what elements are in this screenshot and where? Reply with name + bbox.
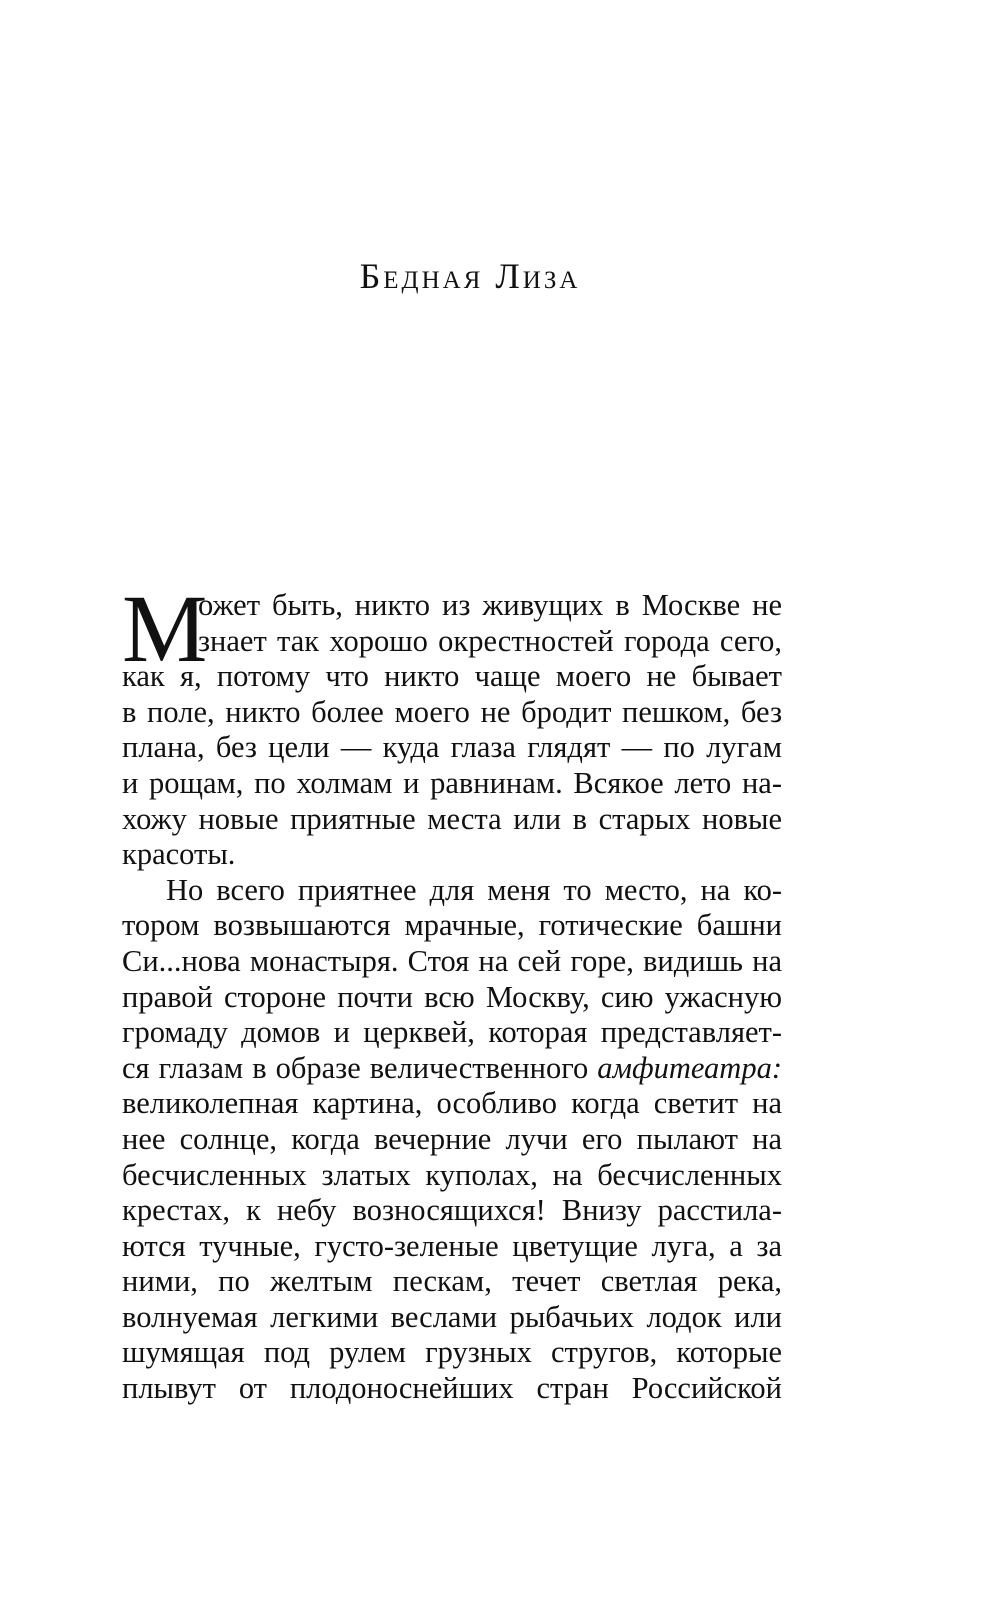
text-line: плана, без цели — куда глаза глядят — по лугам (122, 730, 782, 765)
text-line: знает так хорошо окрестностей города сего, (198, 623, 782, 658)
drop-cap: М (122, 575, 208, 682)
text-line: и рощам, по холмам и равнинам. Всякое лето на- (122, 765, 782, 800)
text-line: тором возвышаются мрачные, готические башни (122, 908, 782, 943)
text-line: нее солнце, когда вечерние лучи его пылают на (122, 1121, 782, 1156)
text-line: крестах, к небу возносящихся! Внизу расстила- (122, 1193, 782, 1228)
text-line: великолепная картина, особливо когда светит на (122, 1086, 782, 1121)
text-line: бесчисленных златых куполах, на бесчисленных (122, 1157, 782, 1192)
text-line: ними, по желтым пескам, течет светлая река, (122, 1264, 782, 1299)
text-fragment: ся глазам в образе величественного (122, 1050, 589, 1085)
text-line: шумящая под рулем грузных стругов, которые (122, 1335, 782, 1370)
text-line: хожу новые приятные места или в старых новые (122, 801, 782, 836)
text-line: ожет быть, никто из живущих в Москве не (198, 588, 782, 622)
chapter-title: Бедная Лиза (359, 256, 581, 296)
text-line: Но всего приятнее для меня то место, на ко- (166, 872, 782, 907)
text-line: волнуемая легкими веслами рыбачьих лодок или (122, 1299, 782, 1334)
text-line: в поле, никто более моего не бродит пешком, без (122, 694, 782, 729)
italic-word: амфитеатра: (597, 1050, 782, 1085)
text-line: громаду домов и церквей, которая представляет- (122, 1015, 782, 1050)
text-line (122, 1051, 782, 1087)
text-line: ются тучные, густо-зеленые цветущие луга, а за (122, 1228, 782, 1263)
body-text (122, 575, 782, 1407)
text-line: как я, потому что никто чаще моего не бывает (122, 659, 782, 694)
text-line: Си...нова монастыря. Стоя на сей горе, видишь на (122, 943, 782, 978)
text-line: правой стороне почти всю Москву, сию ужасную (122, 979, 782, 1014)
text-line: красоты. (122, 837, 236, 872)
text-line: плывут от плодоноснейших стран Российской (122, 1371, 782, 1406)
